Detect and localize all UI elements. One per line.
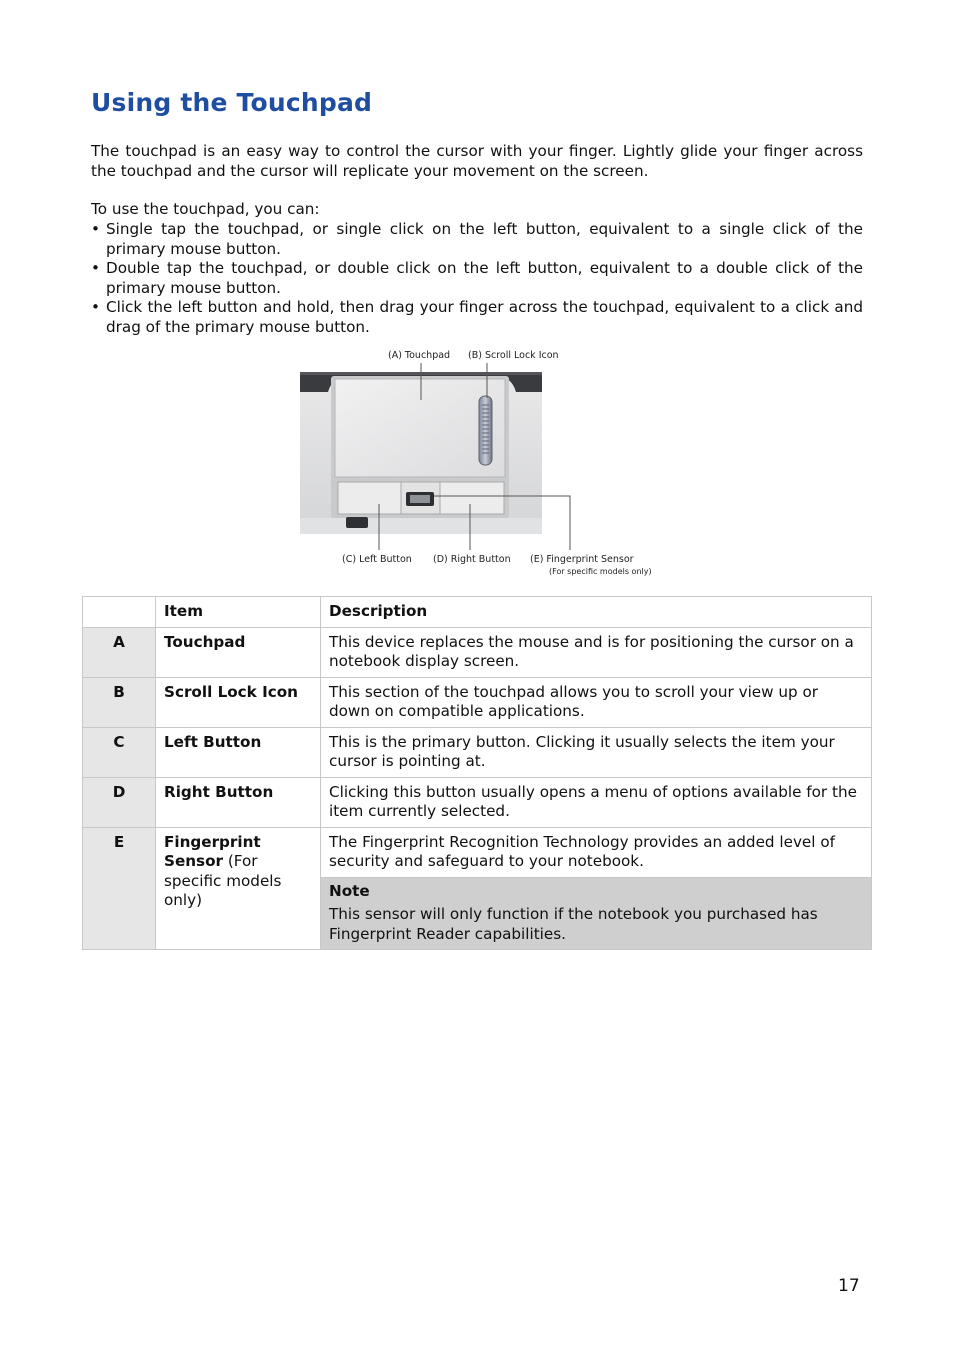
row-description: This device replaces the mouse and is for positioning the cursor on a notebook display screen. [321, 627, 872, 677]
row-item: Left Button [156, 727, 321, 777]
left-button-callout: (C) Left Button [342, 554, 412, 565]
touchpad-parts-table [82, 596, 872, 950]
table-header-row [83, 597, 872, 628]
header-description: Description [321, 597, 872, 628]
row-description: This is the primary button. Clicking it usually selects the item your cursor is pointing at. [321, 727, 872, 777]
right-button-callout: (D) Right Button [433, 554, 511, 565]
usage-list [91, 220, 863, 337]
row-description: The Fingerprint Recognition Technology provides an added level of security and safeguard to your notebook. [321, 827, 872, 877]
row-item: Right Button [156, 777, 321, 827]
row-letter: B [83, 677, 156, 727]
row-item-suffix: (For specific models only) [164, 852, 282, 909]
touchpad-callout: (A) Touchpad [388, 350, 451, 361]
bullet-icon: • [91, 259, 100, 277]
row-item-name: Fingerprint Sensor [164, 832, 261, 870]
row-letter: C [83, 727, 156, 777]
note-box [321, 877, 872, 950]
table-row [83, 627, 872, 677]
row-item: Scroll Lock Icon [156, 677, 321, 727]
table-row [83, 827, 872, 877]
row-letter: D [83, 777, 156, 827]
bullet-icon: • [91, 220, 100, 238]
table-row [83, 727, 872, 777]
row-letter: E [83, 827, 156, 950]
list-item: • Click the left button and hold, then drag your finger across the touchpad, equivalent to a click and drag of the primary mouse button. [91, 298, 863, 336]
bullet-icon: • [91, 298, 100, 316]
header-item: Item [156, 597, 321, 628]
page-title: Using the Touchpad [91, 88, 373, 117]
list-item: • Single tap the touchpad, or single click on the left button, equivalent to a single click of the primary mouse button. [91, 220, 863, 258]
scroll-lock-callout: (B) Scroll Lock Icon [468, 350, 559, 361]
page-number: 17 [838, 1276, 860, 1296]
intro-paragraph: The touchpad is an easy way to control the cursor with your finger. Lightly glide your finger across the touchpad and the cursor will replicate your movement on the screen. [91, 142, 863, 180]
note-text: This sensor will only function if the notebook you purchased has Fingerprint Reader capabilities. [329, 905, 818, 943]
note-title: Note [329, 881, 370, 900]
row-letter: A [83, 627, 156, 677]
row-description: Clicking this button usually opens a menu of options available for the item currently selected. [321, 777, 872, 827]
row-item: Touchpad [156, 627, 321, 677]
table-row [83, 677, 872, 727]
row-item [156, 827, 321, 950]
row-description: This section of the touchpad allows you to scroll your view up or down on compatible applications. [321, 677, 872, 727]
list-item: • Double tap the touchpad, or double click on the left button, equivalent to a double click of the primary mouse button. [91, 259, 863, 297]
touchpad-figure [300, 350, 654, 576]
fingerprint-callout: (E) Fingerprint Sensor [530, 554, 634, 565]
header-letter-cell [83, 597, 156, 628]
table-row [83, 777, 872, 827]
touchpad-illustration [300, 350, 654, 576]
fingerprint-callout-note: (For specific models only) [549, 567, 652, 576]
lead-text: To use the touchpad, you can: [91, 200, 320, 218]
